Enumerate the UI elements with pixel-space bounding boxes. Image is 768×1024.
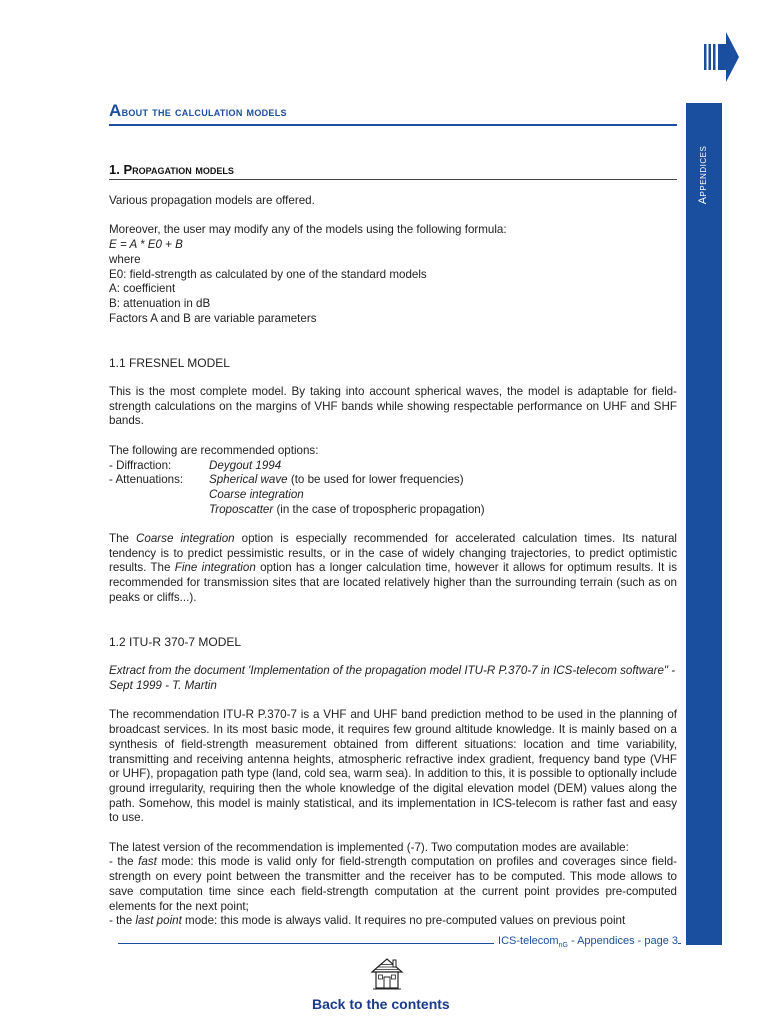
section-title-initial: A bbox=[109, 101, 122, 120]
a-definition: A: coefficient bbox=[109, 282, 176, 296]
fresnel-options bbox=[109, 444, 677, 518]
footer-product: ICS-telecom bbox=[498, 935, 559, 947]
fast-mode-term: fast bbox=[138, 855, 157, 869]
where-text: where bbox=[109, 252, 141, 266]
back-to-contents-link[interactable]: Back to the contents bbox=[312, 996, 450, 1012]
options-intro: The following are recommended options: bbox=[109, 443, 319, 457]
fine-integration-term: Fine integration bbox=[174, 561, 256, 575]
attenuation-2-name: Coarse integration bbox=[209, 487, 304, 501]
subsection-title-initial: 1. P bbox=[109, 162, 133, 177]
side-tab-divider bbox=[684, 103, 686, 945]
fast-mode-description: mode: this mode is valid only for field-strength computation on profiles and coverages since field-strength on every point between the transmitter and the receiver has to be computed. This mode allows to save computation time since each field-strength computation at the current point provides pre-computed elements for the next point; bbox=[109, 855, 678, 913]
last-point-prefix: - the bbox=[109, 914, 136, 928]
itu-extract bbox=[109, 664, 677, 693]
e0-definition: E0: field-strength as calculated by one of the standard models bbox=[109, 267, 427, 281]
itu-paragraph-1: The recommendation ITU-R P.370-7 is a VHF and UHF band prediction method to be used in the planning of broadcast services. In its most basic mode, it requires few ground altitude knowledge. It is mainly based on a synthesis of field-strength measurement obtained from different situations: location and time variability, transmitting and receiving antenna heights, atmospheric refractive index gradient, frequency band type (VHF or UHF), propagation path type (land, cold sea, warm sea). In addition to this, it is possible to optionally include ground irregularity, requiring then the whole knowledge of the digital elevation model (DEM) values along the path. Somehow, this model is mainly statistical, and its implementation in ICS-telecom is rather fast and easy to use. bbox=[109, 708, 677, 825]
diffraction-value: Deygout 1994 bbox=[209, 458, 282, 472]
footer-product-sub: nG bbox=[558, 942, 568, 950]
section-title-rest: bout the calculation models bbox=[121, 104, 287, 119]
formula-block bbox=[109, 223, 677, 326]
itu-heading: 1.2 ITU-R 370-7 MODEL bbox=[109, 634, 242, 649]
b-definition: B: attenuation in dB bbox=[109, 296, 211, 310]
itu-extract-text: Extract from the document 'Implementation of the propagation model ITU-R P.370-7 in ICS-telecom software" - Sept 1999 - T. Martin bbox=[109, 664, 676, 693]
factors-text: Factors A and B are variable parameters bbox=[109, 311, 317, 325]
last-point-description: mode: this mode is always valid. It requires no pre-computed values on previous point bbox=[181, 914, 626, 928]
diffraction-option bbox=[109, 459, 677, 474]
next-page-arrow-icon[interactable] bbox=[703, 32, 739, 82]
attenuation-1-note: (to be used for lower frequencies) bbox=[287, 473, 464, 487]
intro-paragraph: Various propagation models are offered. bbox=[109, 194, 315, 207]
subsection-title bbox=[109, 162, 677, 180]
attenuation-option-1 bbox=[109, 473, 677, 488]
side-tab bbox=[684, 103, 722, 945]
side-tab-label: Appendices bbox=[697, 145, 709, 205]
attenuation-3-name: Troposcatter bbox=[209, 502, 274, 516]
attenuation-option-2 bbox=[109, 488, 677, 503]
subsection-title-rest: ropagation models bbox=[132, 162, 234, 177]
attenuation-option-3 bbox=[109, 503, 677, 518]
page-body bbox=[109, 194, 677, 929]
formula bbox=[109, 238, 677, 253]
itu-modes-intro: The latest version of the recommendation is implemented (-7). Two computation modes are available: bbox=[109, 840, 629, 854]
fresnel-paragraph: This is the most complete model. By taking into account spherical waves, the model is adaptable for field-strength calculations on the margins of VHF bands while showing respectable performance on UHF and SHF bands. bbox=[109, 385, 677, 428]
attenuation-1-name: Spherical wave bbox=[209, 473, 288, 487]
integration-text-b: option is especially recommended for accelerated calculation times. Its natural tendency is to predict pessimistic results, or in the case of widely changing trajectories, to predict optimistic results. The bbox=[109, 532, 677, 575]
diffraction-key: - Diffraction: bbox=[109, 458, 172, 472]
itu-paragraph-2 bbox=[109, 841, 677, 929]
attenuation-1 bbox=[209, 473, 464, 488]
page-footer bbox=[494, 935, 678, 949]
attenuation-3-note: (in the case of tropospheric propagation) bbox=[273, 502, 485, 516]
integration-text-c: option has a longer calculation time, however it allows for optimum results. It is recommended for transmission sites that are located relatively higher than the surrounding terrain (such as on peaks or cliffs...). bbox=[109, 561, 677, 604]
moreover-text: Moreover, the user may modify any of the models using the following formula: bbox=[109, 223, 507, 237]
last-point-term: last point bbox=[135, 914, 182, 928]
home-icon[interactable] bbox=[369, 955, 405, 991]
attenuations-key: - Attenuations: bbox=[109, 473, 184, 487]
fast-mode-item bbox=[109, 855, 677, 914]
last-point-mode-item bbox=[109, 914, 677, 929]
footer-page: - Appendices - page 3 bbox=[567, 935, 678, 947]
integration-paragraph bbox=[109, 532, 677, 606]
fast-mode-prefix: - the bbox=[109, 855, 139, 869]
section-title bbox=[109, 101, 677, 126]
integration-text-a: The bbox=[109, 532, 137, 546]
formula-text: E = A * E0 + B bbox=[109, 238, 183, 252]
fresnel-heading: 1.1 FRESNEL MODEL bbox=[109, 355, 230, 370]
attenuation-3 bbox=[209, 503, 485, 518]
coarse-integration-term: Coarse integration bbox=[136, 532, 235, 546]
